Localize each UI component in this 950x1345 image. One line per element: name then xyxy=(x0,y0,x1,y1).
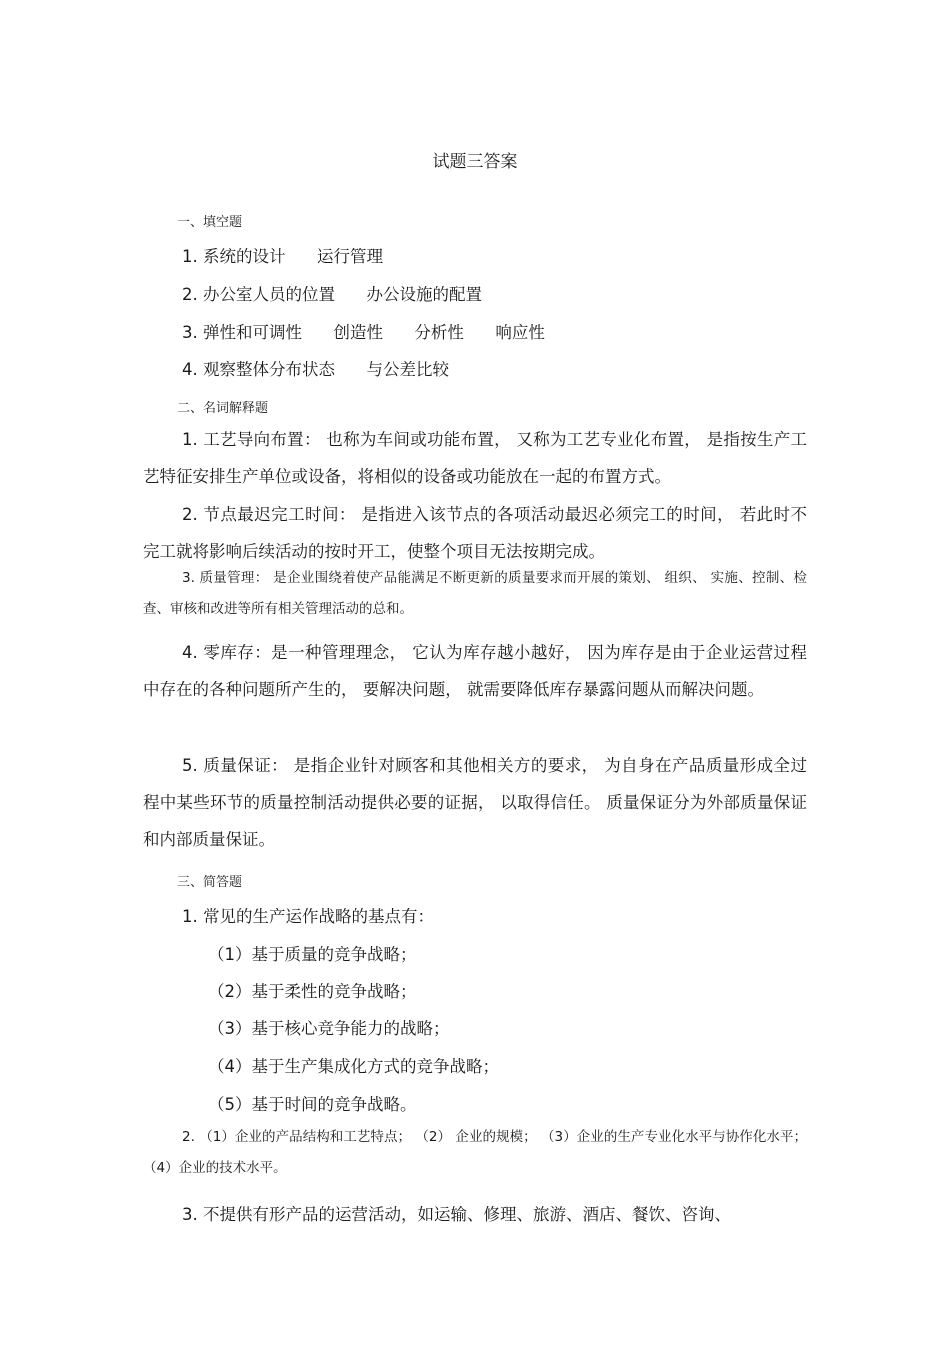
document-title: 试题三答案 xyxy=(432,152,518,172)
term-answer-5: 5. 质量保证： 是指企业针对顾客和其他相关方的要求， 为自身在产品质量形成全过程中某些环节的质量控制活动提供必要的证据， 以取得信任。 质量保证分为外部质量保证和内部质量保证。 xyxy=(143,756,807,849)
fill-answer-1: 1. 系统的设计 运行管理 xyxy=(182,247,383,266)
short-answer-2: 2. （1）企业的产品结构和工艺特点； （2） 企业的规模； （3）企业的生产专业化水平与协作化水平； （4）企业的技术水平。 xyxy=(143,1129,807,1176)
section-heading-terms: 二、名词解释题 xyxy=(177,401,269,416)
fill-answer-4: 4. 观察整体分布状态 与公差比较 xyxy=(182,360,449,379)
fill-answer-2: 2. 办公室人员的位置 办公设施的配置 xyxy=(182,285,482,304)
term-answer-1: 1. 工艺导向布置： 也称为车间或功能布置， 又称为工艺专业化布置， 是指按生产工艺特征安排生产单位或设备，将相似的设备或功能放在一起的布置方式。 xyxy=(143,430,807,486)
section-heading-fill: 一、填空题 xyxy=(177,215,243,230)
short-answer-1-point-5: （5）基于时间的竞争战略。 xyxy=(208,1095,417,1114)
term-answer-2: 2. 节点最迟完工时间： 是指进入该节点的各项活动最迟必须完工的时间， 若此时不完工就将影响后续活动的按时开工，使整个项目无法按期完成。 xyxy=(143,505,807,561)
short-answer-1-point-4: （4）基于生产集成化方式的竞争战略； xyxy=(208,1057,499,1076)
term-answer-3: 3. 质量管理： 是企业围绕着使产品能满足不断更新的质量要求而开展的策划、 组织、 实施、控制、检查、审核和改进等所有相关管理活动的总和。 xyxy=(143,570,807,617)
fill-answer-3: 3. 弹性和可调性 创造性 分析性 响应性 xyxy=(182,323,545,342)
term-answer-4: 4. 零库存：是一种管理理念， 它认为库存越小越好， 因为库存是由于企业运营过程中存在的各种问题所产生的， 要解决问题， 就需要降低库存暴露问题从而解决问题。 xyxy=(143,643,807,699)
short-answer-1-point-1: （1）基于质量的竞争战略； xyxy=(208,945,417,964)
short-answer-1-point-2: （2）基于柔性的竞争战略； xyxy=(208,982,417,1001)
short-answer-1: 1. 常见的生产运作战略的基点有： xyxy=(182,907,434,926)
short-answer-1-point-3: （3）基于核心竞争能力的战略； xyxy=(208,1019,450,1038)
short-answer-3: 3. 不提供有形产品的运营活动，如运输、修理、旅游、酒店、餐饮、咨询、 xyxy=(182,1205,731,1224)
section-heading-short: 三、简答题 xyxy=(177,875,243,890)
